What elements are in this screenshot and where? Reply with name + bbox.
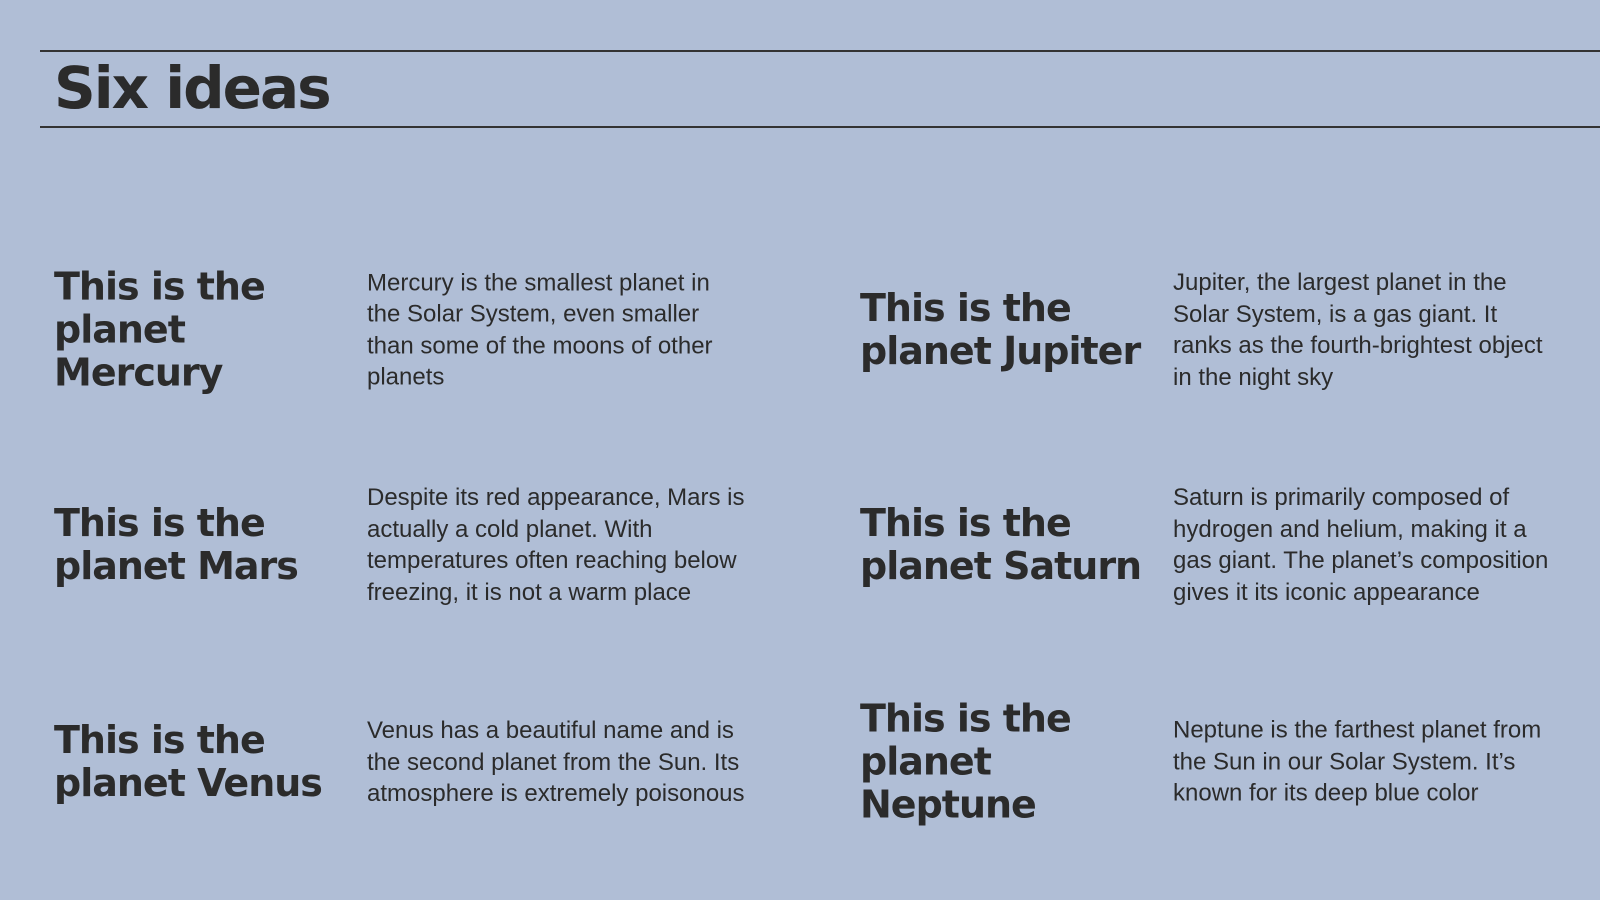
idea-description: Jupiter, the largest planet in the Solar System, is a gas giant. It ranks as the fourth-brightest object in the night sky [1173, 269, 1543, 391]
idea-mars [54, 482, 774, 608]
idea-mercury [54, 266, 774, 395]
idea-heading: This is the planet Venus [54, 718, 322, 805]
idea-heading: This is the planet Jupiter [860, 286, 1141, 373]
idea-heading: This is the planet Mercury [54, 264, 265, 395]
idea-heading: This is the planet Mars [54, 501, 298, 588]
idea-heading: This is the planet Neptune [860, 696, 1071, 827]
idea-venus [54, 715, 774, 810]
idea-description: Venus has a beautiful name and is the second planet from the Sun. Its atmosphere is extremely poisonous [367, 716, 745, 807]
idea-neptune [860, 698, 1580, 827]
bottom-rule [40, 126, 1600, 128]
page-title: Six ideas [54, 54, 330, 122]
top-rule [40, 50, 1600, 52]
idea-heading: This is the planet Saturn [860, 501, 1142, 588]
idea-description: Neptune is the farthest planet from the Sun in our Solar System. It’s known for its deep blue color [1173, 716, 1542, 807]
idea-description: Saturn is primarily composed of hydrogen and helium, making it a gas giant. The planet’s composition gives it its iconic appearance [1173, 484, 1549, 606]
idea-saturn [860, 482, 1580, 608]
idea-description: Mercury is the smallest planet in the Solar System, even smaller than some of the moons of other planets [367, 269, 713, 391]
idea-jupiter [860, 267, 1580, 393]
idea-description: Despite its red appearance, Mars is actually a cold planet. With temperatures often reaching below freezing, it is not a warm place [367, 484, 745, 606]
